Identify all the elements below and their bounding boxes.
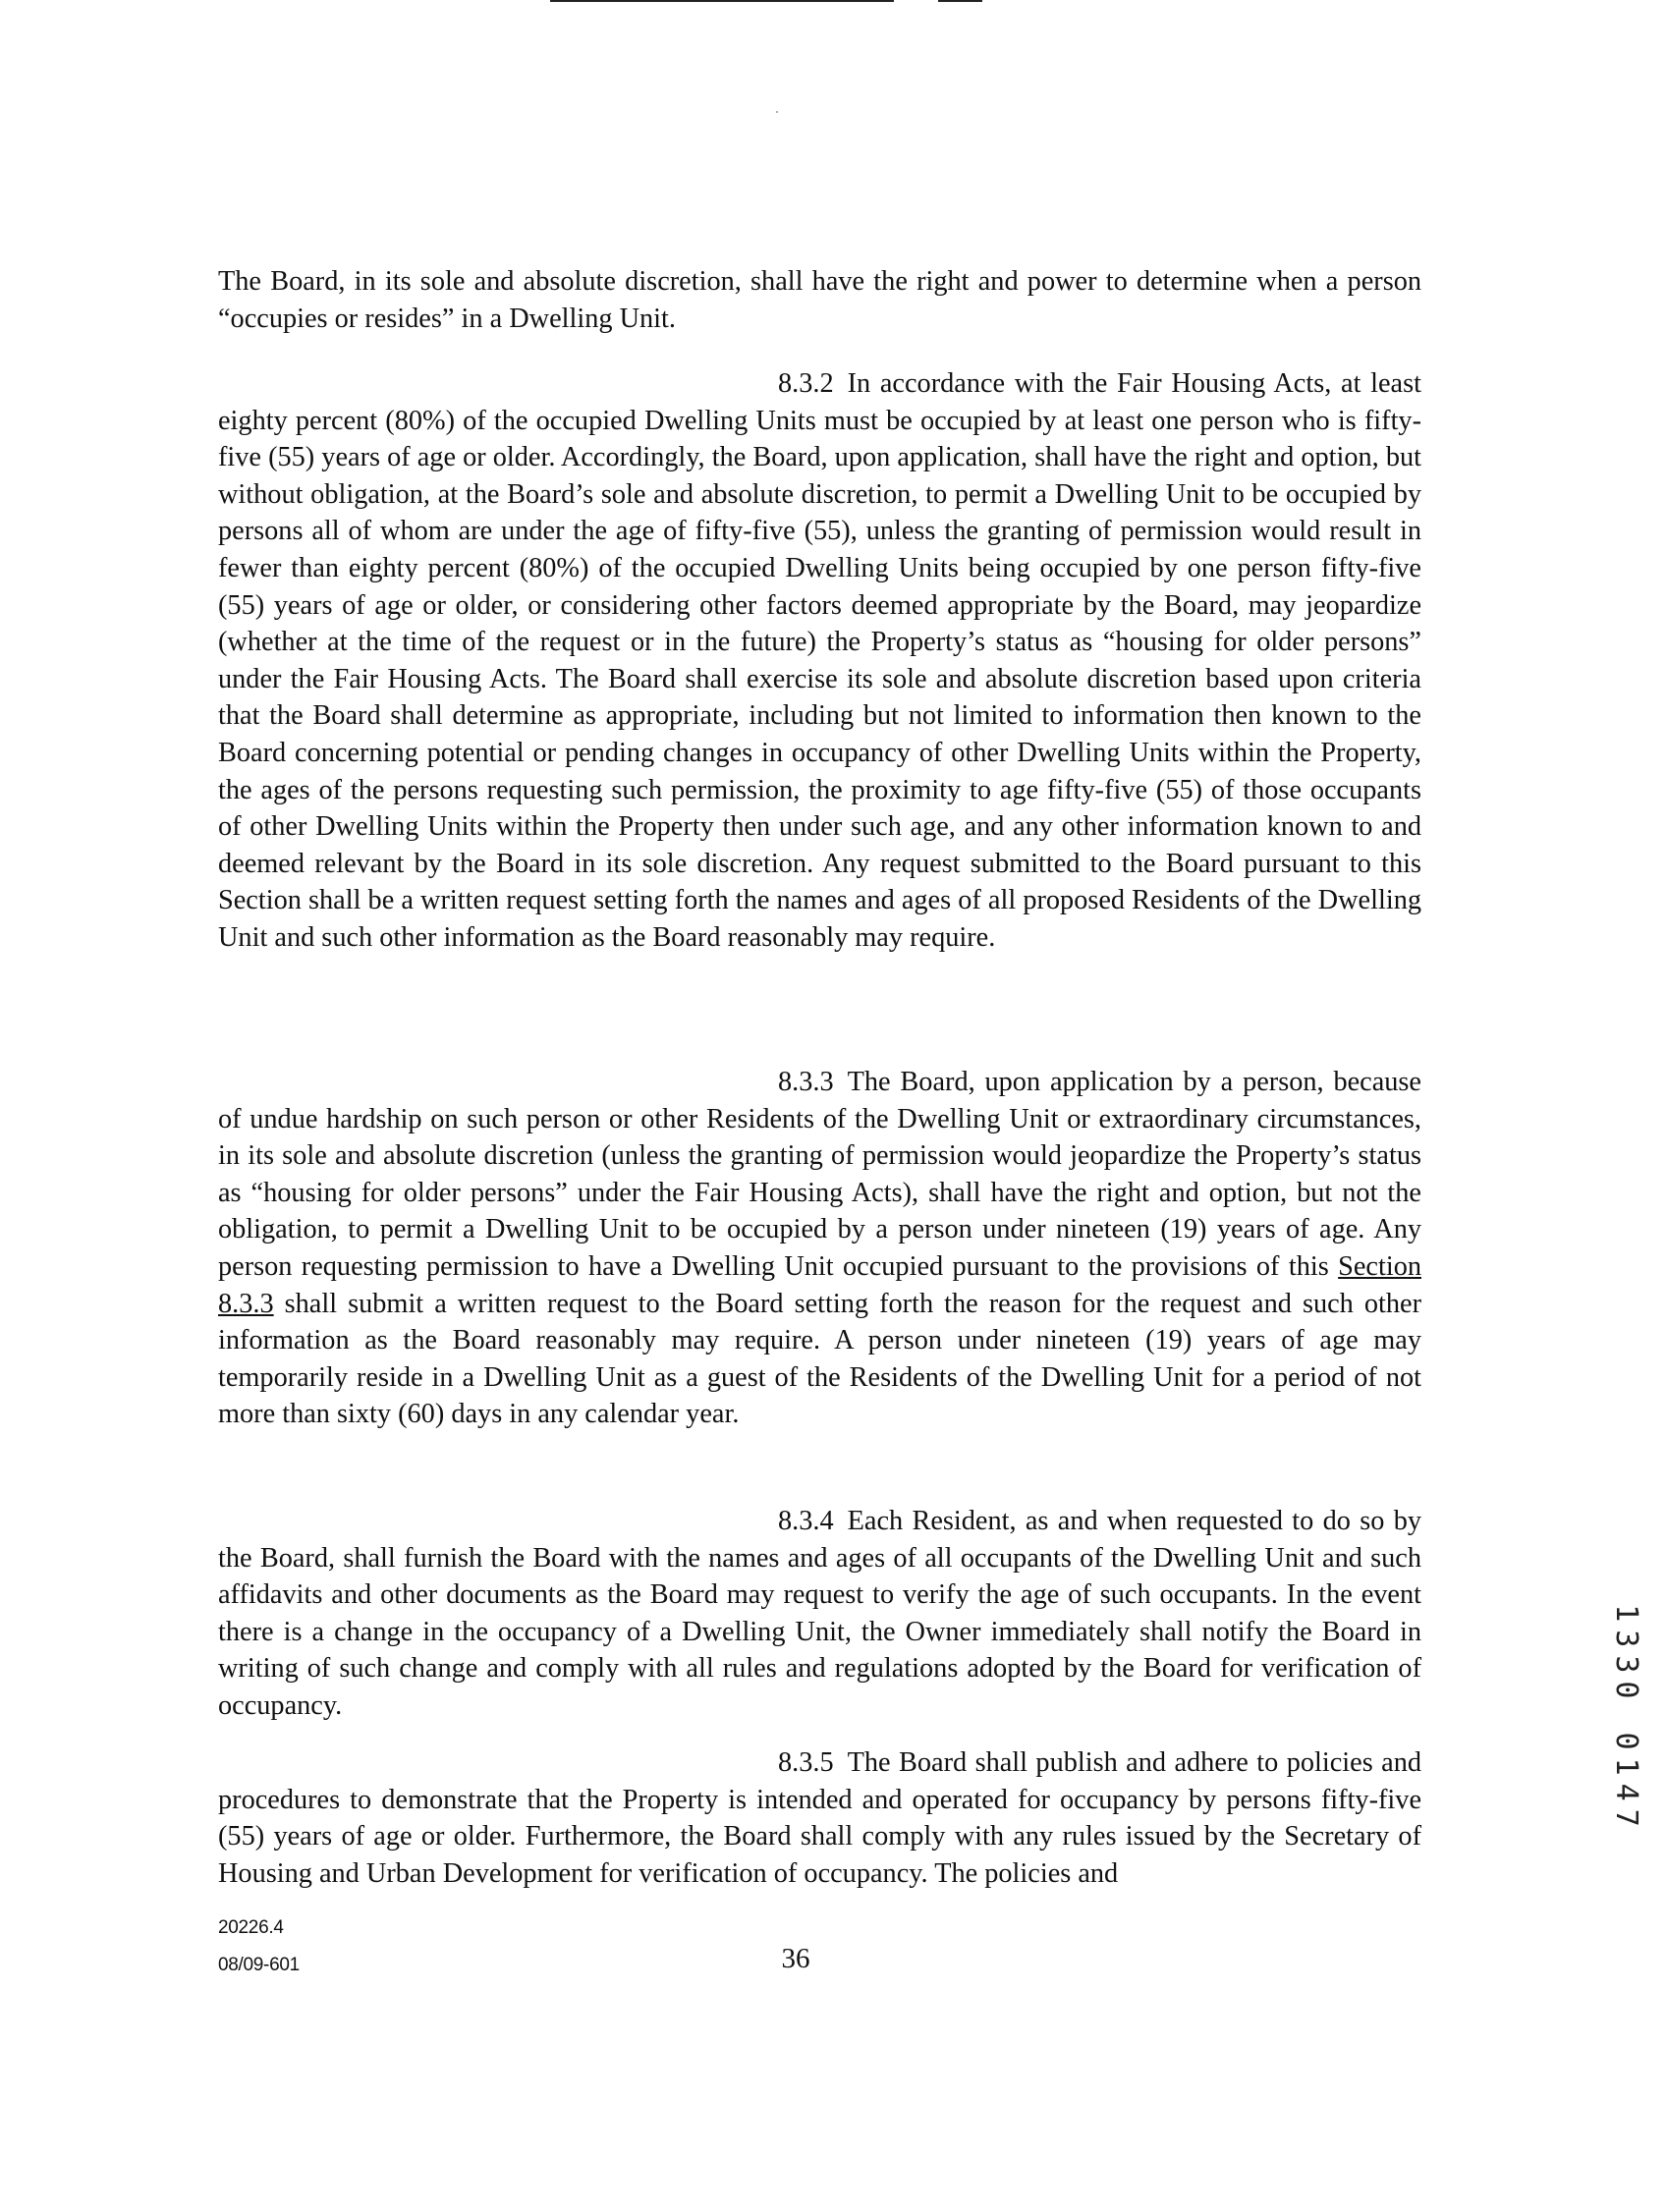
- section-text: The Board shall publish and adhere to policies and procedures to demonstrate that the Property is intended and operated for occupancy by persons fifty-five (55) years of age or older. Furthermore, the Board shall comply with any rules issued by the Secretary of Housing and Urban Development for verification of occupancy. The policies and: [218, 1747, 1421, 1889]
- footer-doc-code: 20226.4: [218, 1917, 284, 1938]
- section-text-before-reference: The Board, upon application by a person, because of undue hardship on such person or other Residents of the Dwelling Unit or extraordinary circumstances, in its sole and absolute discretion (unless the granting of permission would jeopardize the Property’s status as “housing for older persons” under the Fair Housing Acts), shall have the right and option, but not the obligation, to permit a Dwelling Unit to be occupied by a person under nineteen (19) years of age. Any person requesting permission to have a Dwelling Unit occupied pursuant to the provisions of this: [218, 1067, 1421, 1282]
- section-reference-link[interactable]: Section 8.3.3: [218, 1250, 1421, 1319]
- section-number: 8.3.5: [778, 1747, 834, 1778]
- footer-doc-ref: 08/09-601: [218, 1955, 300, 1975]
- section-number: 8.3.3: [778, 1067, 834, 1097]
- section-8-3-3: [218, 1064, 1421, 1433]
- lead-paragraph: [218, 263, 1421, 337]
- section-text: In accordance with the Fair Housing Acts, at least eighty percent (80%) of the occupied Dwelling Units must be occupied by at least one person who is fifty-five (55) years of age or older. Accordingly, the Board, upon application, shall have the right and option, but without obligation, at the Board’s sole and absolute discretion, to permit a Dwelling Unit to be occupied by persons all of whom are under the age of fifty-five (55), unless the granting of permission would result in fewer than eighty percent (80%) of the occupied Dwelling Units being occupied by one person fifty-five (55) years of age or older, or considering other factors deemed appropriate by the Board, may jeopardize (whether at the time of the request or in the future) the Property’s status as “housing for older persons” under the Fair Housing Acts. The Board shall exercise its sole and absolute discretion based upon criteria that the Board shall determine as appropriate, including but not limited to information then known to the Board concerning potential or pending changes in occupancy of other Dwelling Units within the Property, the ages of the persons requesting such permission, the proximity to age fifty-five (55) of those occupants of other Dwelling Units within the Property then under such age, and any other information known to and deemed relevant by the Board in its sole discretion. Any request submitted to the Board pursuant to this Section shall be a written request setting forth the names and ages of all proposed Residents of the Dwelling Unit and such other information as the Board reasonably may require.: [218, 368, 1421, 953]
- section-text: Each Resident, as and when requested to do so by the Board, shall furnish the Board with the names and ages of all occupants of the Dwelling Unit and such affidavits and other documents as the Board may request to verify the age of such occupants. In the event there is a change in the occupancy of a Dwelling Unit, the Owner immediately shall notify the Board in writing of such change and comply with all rules and regulations adopted by the Board for verification of occupancy.: [218, 1506, 1421, 1721]
- scan-artifact-line: [550, 0, 894, 2]
- section-number: 8.3.2: [778, 368, 834, 399]
- section-8-3-4: [218, 1503, 1421, 1725]
- scan-artifact-dot: [776, 111, 778, 113]
- section-8-3-2: [218, 365, 1421, 957]
- margin-stamp: [1606, 1572, 1645, 1866]
- section-8-3-5: [218, 1744, 1421, 1892]
- scan-artifact-line: [938, 0, 982, 2]
- section-number: 8.3.4: [778, 1506, 834, 1536]
- page-number: 36: [781, 1943, 810, 1974]
- lead-paragraph-text: The Board, in its sole and absolute discretion, shall have the right and power to determine when a person “occupies or resides” in a Dwelling Unit.: [218, 266, 1421, 334]
- section-text-after-reference: shall submit a written request to the Board setting forth the reason for the request and such other information as the Board reasonably may require. A person under nineteen (19) years of age may temporarily reside in a Dwelling Unit as a guest of the Residents of the Dwelling Unit for a period of not more than sixty (60) days in any calendar year.: [218, 1288, 1421, 1430]
- margin-stamp-text: 1330 0147: [1608, 1603, 1643, 1835]
